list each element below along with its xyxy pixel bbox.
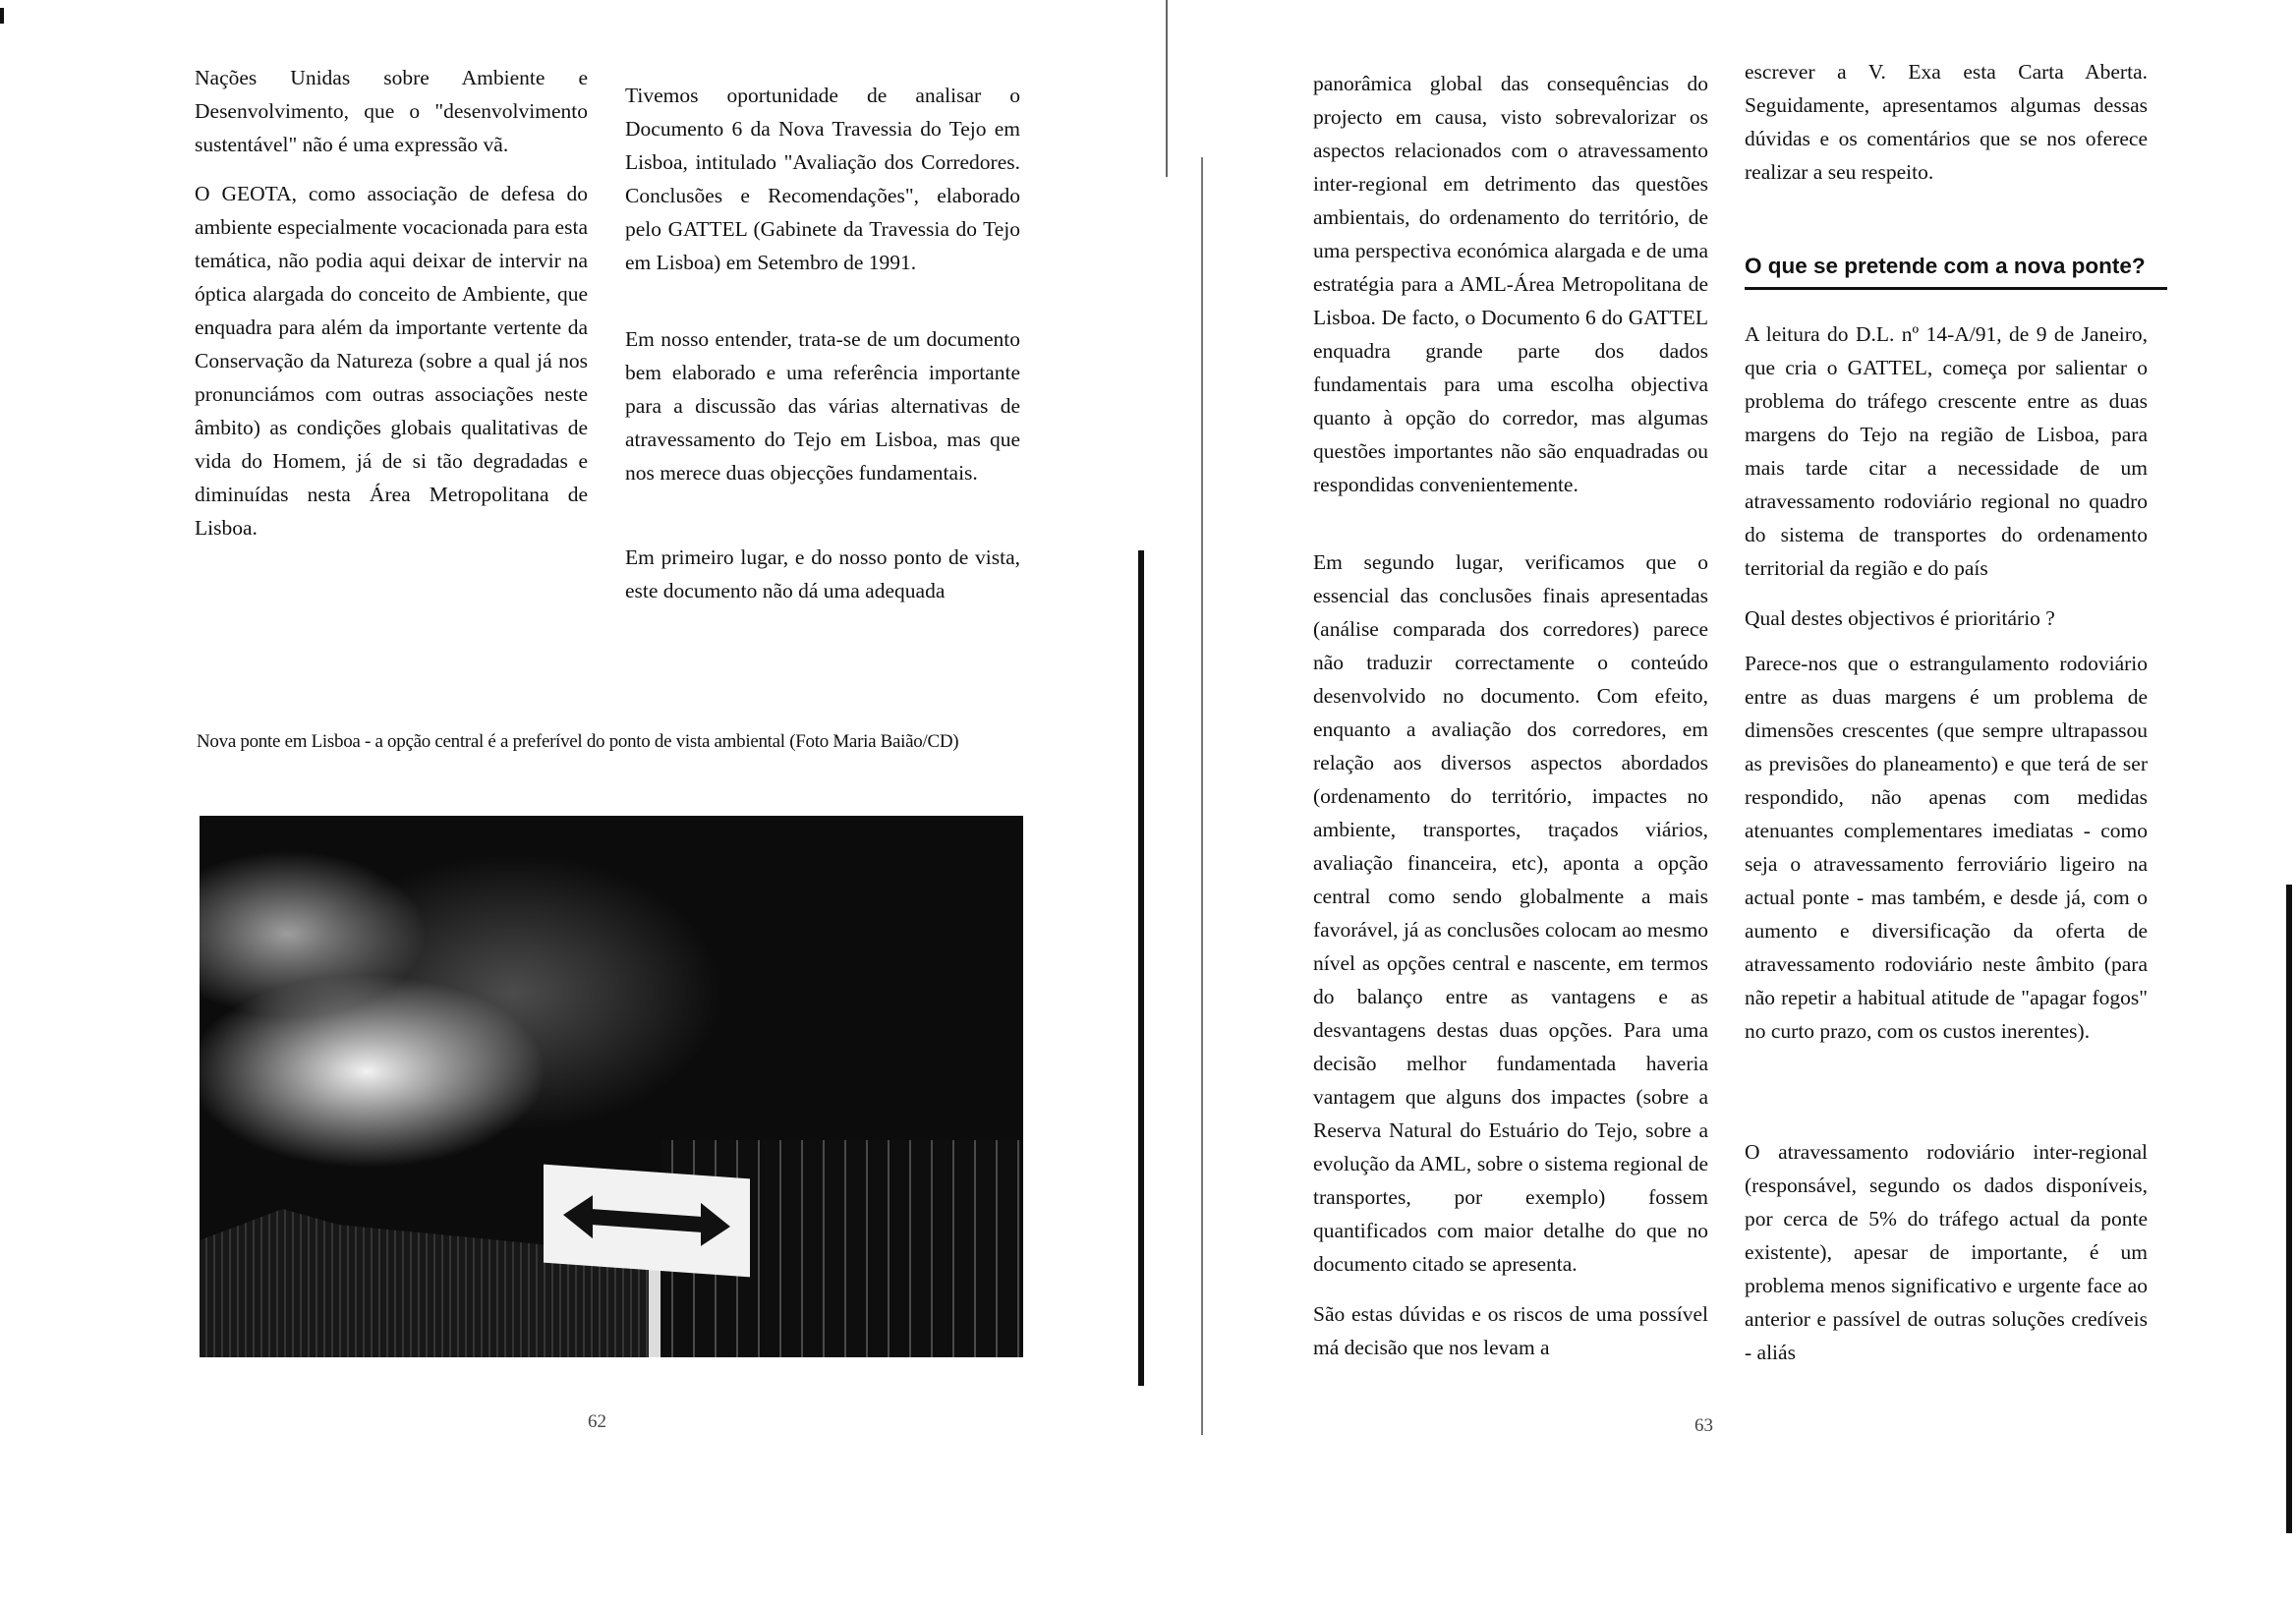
page-edge <box>2286 885 2292 1533</box>
bridge-photo <box>200 816 1023 1357</box>
paragraph: Nações Unidas sobre Ambiente e Desenvolvimento, que o "desenvolvimento sustentável" não é uma expressão vã. <box>195 66 588 156</box>
paragraph: Em primeiro lugar, e do nosso ponto de vista, este documento não dá uma adequada <box>625 545 1020 602</box>
gutter-line <box>1201 157 1203 1435</box>
paragraph: Parece-nos que o estrangulamento rodoviário entre as duas margens é um problema de dimensões crescentes (que sempre ultrapassou as previsões do planeamento) e que terá de ser respondido, não apenas com medidas atenuantes complementares imediatas - como seja o atravessamento ferroviário ligeiro na actual ponte - mas também, e desde já, com o aumento e diversificação da oferta de atravessamento rodoviário neste âmbito (para não repetir a habitual atitude de "apagar fogos" no curto prazo, com os custos inerentes). <box>1745 652 2148 1043</box>
two-way-arrow-sign <box>544 1165 750 1278</box>
paragraph: escrever a V. Exa esta Carta Aberta. Seguidamente, apresentamos algumas dessas dúvidas e os comentários que se nos oferece realizar a seu respeito. <box>1745 60 2148 184</box>
gutter-shadow <box>1138 550 1144 1386</box>
double-arrow-icon <box>563 1193 730 1248</box>
scan-mark <box>0 8 4 24</box>
section-heading: O que se pretende com a nova ponte? <box>1745 254 2167 290</box>
paragraph: Tivemos oportunidade de analisar o Documento 6 da Nova Travessia do Tejo em Lisboa, intitulado "Avaliação dos Corredores. Conclusões e Recomendações", elaborado pelo GATTEL (Gabinete da Travessia do Tejo em Lisboa) em Setembro de 1991. <box>625 84 1020 274</box>
paragraph: São estas dúvidas e os riscos de uma possível má decisão que nos levam a <box>1313 1302 1708 1359</box>
paragraph: O GEOTA, como associação de defesa do ambiente especialmente vocacionada para esta temática, não podia aqui deixar de intervir na óptica alargada do conceito de Ambiente, que enquadra para além da importante vertente da Conservação da Natureza (sobre a qual já nos pronunciámos com outras associações neste âmbito) as condições globais qualitativas de vida do Homem, já de si tão degradadas e diminuídas nesta Área Metropolitana de Lisboa. <box>195 182 588 540</box>
photo-caption: Nova ponte em Lisboa - a opção central é a preferível do ponto de vista ambiental (Foto Maria Baião/CD) <box>197 731 959 752</box>
paragraph: panorâmica global das consequências do projecto em causa, visto sobrevalorizar os aspectos relacionados com o atravessamento inter-regional em detrimento das questões ambientais, do ordenamento do território, de uma perspectiva económica alargada e de uma estratégia para a AML-Área Metropolitana de Lisboa. De facto, o Documento 6 do GATTEL enquadra grande parte dos dados fundamentais para uma escolha objectiva quanto à opção do corredor, mas algumas questões importantes não são enquadradas ou respondidas convenientemente. <box>1313 72 1708 496</box>
gutter-line <box>1166 0 1168 177</box>
paragraph: Em nosso entender, trata-se de um documento bem elaborado e uma referência importante para a discussão das várias alternativas de atravessamento do Tejo em Lisboa, mas que nos merece duas objecções fundamentais. <box>625 327 1020 485</box>
paragraph: Em segundo lugar, verificamos que o essencial das conclusões finais apresentadas (análise comparada dos corredores) parece não traduzir correctamente o conteúdo desenvolvido no documento. Com efeito, enquanto a avaliação dos corredores, em relação aos diversos aspectos abordados (ordenamento do território, impactes no ambiente, transportes, traçados viários, avaliação financeira, etc), aponta a opção central como sendo globalmente a mais favorável, já as conclusões colocam ao mesmo nível as opções central e nascente, em termos do balanço entre as vantagens e as desvantagens destas duas opções. Para uma decisão melhor fundamentada haveria vantagem que alguns dos impactes (sobre a Reserva Natural do Estuário do Tejo, sobre a evolução da AML, sobre o sistema regional de transportes, por exemplo) fossem quantificados com maior detalhe do que no documento citado se apresenta. <box>1313 550 1708 1276</box>
paragraph: A leitura do D.L. nº 14-A/91, de 9 de Janeiro, que cria o GATTEL, começa por salientar o problema do tráfego crescente entre as duas margens do Tejo na região de Lisboa, para mais tarde citar a necessidade de um atravessamento rodoviário regional no quadro do sistema de transportes do ordenamento territorial da região e do país <box>1745 322 2148 580</box>
sign-pole <box>649 1268 660 1357</box>
paragraph: O atravessamento rodoviário inter-regional (responsável, segundo os dados disponíveis, por cerca de 5% do tráfego actual da ponte existente), apesar de importante, é um problema menos significativo e urgente face ao anterior e passível de outras soluções credíveis - aliás <box>1745 1140 2148 1364</box>
page-number: 63 <box>1694 1415 1713 1436</box>
page-number: 62 <box>588 1411 606 1432</box>
question-line: Qual destes objectivos é prioritário ? <box>1745 606 2055 630</box>
